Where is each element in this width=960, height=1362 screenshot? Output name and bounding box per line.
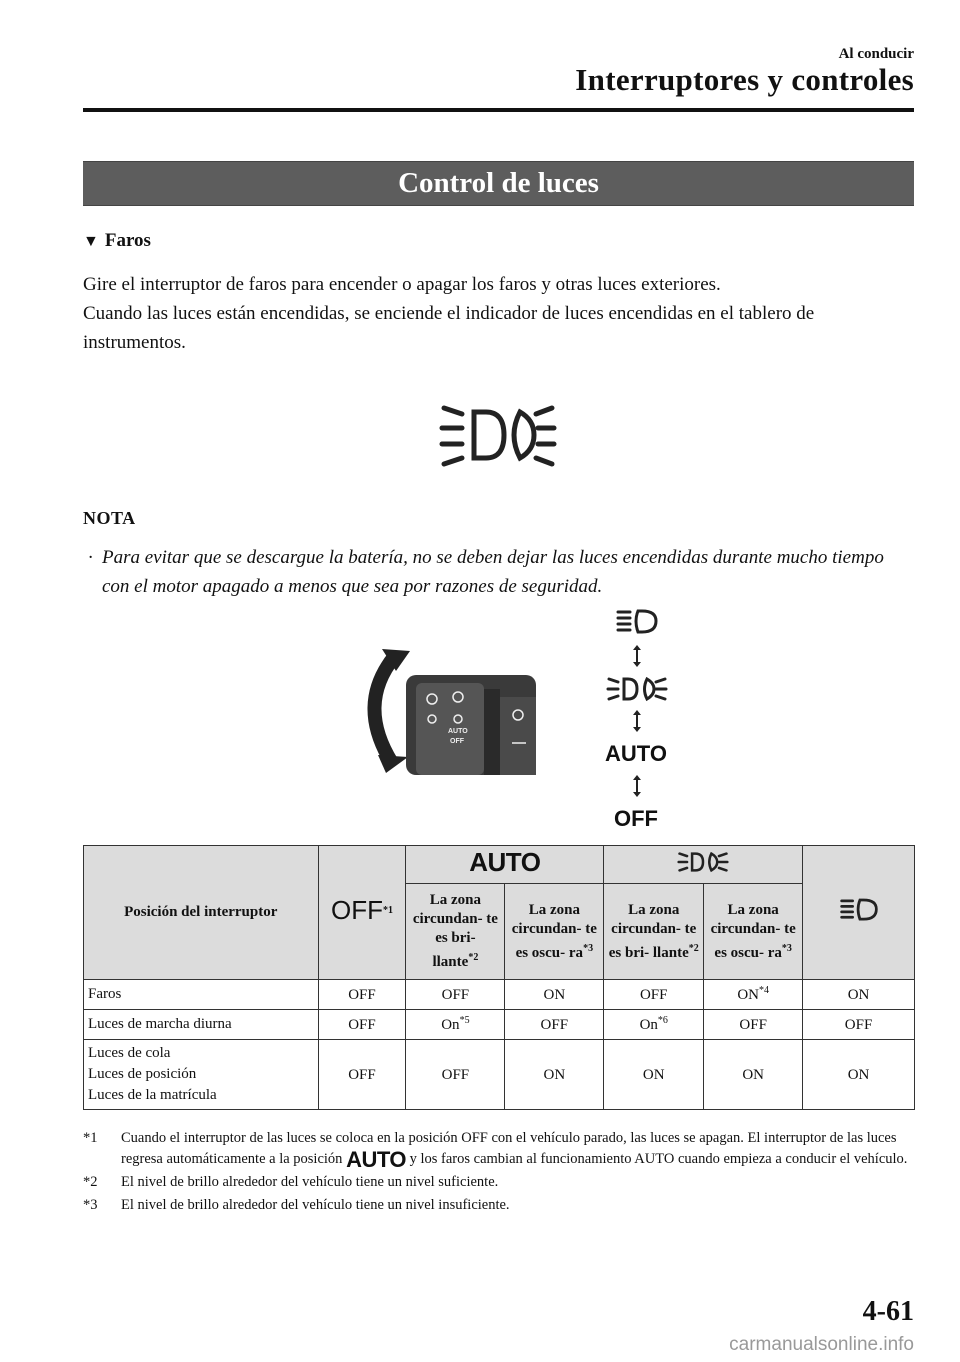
header-rule <box>83 108 914 112</box>
table-cell <box>505 1040 604 1110</box>
footnote-ref: *5 <box>459 1015 470 1026</box>
svg-text:AUTO: AUTO <box>448 728 468 735</box>
headlight-indicator-icon <box>438 400 558 470</box>
table-cell <box>505 980 604 1010</box>
high-beam-header <box>803 846 915 980</box>
footnote-text: y los faros cambian al funcionamiento AUTO cuando empieza a conducir el vehículo. <box>409 1151 908 1167</box>
cell-value: On <box>639 1017 658 1033</box>
note-text <box>88 543 908 601</box>
table-cell <box>803 1010 915 1040</box>
svg-text:OFF: OFF <box>450 738 464 745</box>
table-row <box>84 1040 915 1110</box>
footnote-key: *3 <box>83 1197 98 1214</box>
footnote <box>83 1195 915 1216</box>
footnote-text: El nivel de brillo alrededor del vehículo tiene un nivel suficiente. <box>121 1174 499 1191</box>
subheading <box>83 230 151 252</box>
light-switch-lever-image <box>364 645 536 775</box>
table-cell <box>318 980 406 1010</box>
subheader-text: La zona circundan- te es oscu- ra <box>511 901 597 961</box>
cell-value: OFF <box>540 1017 569 1033</box>
footnote <box>83 1128 915 1173</box>
table-cell <box>704 1040 803 1110</box>
headlight-icon <box>677 850 729 874</box>
subheader-text: La zona circundan- te es oscu- ra <box>710 901 796 961</box>
cell-value: On <box>441 1017 460 1033</box>
table-cell <box>604 980 704 1010</box>
watermark: carmanualsonline.info <box>729 1334 914 1355</box>
table-cell <box>318 1040 406 1110</box>
body-paragraph: Gire el interruptor de faros para encender o apagar los faros y otras luces exteriores. <box>83 274 721 295</box>
table-row <box>84 1010 915 1040</box>
body-text <box>83 270 913 357</box>
off-header <box>318 846 406 980</box>
table-cell <box>318 1010 406 1040</box>
light-function-table <box>83 845 915 1110</box>
cell-value: ON <box>847 987 870 1003</box>
table-row <box>84 980 915 1010</box>
table-cell <box>704 1010 803 1040</box>
double-arrow-icon <box>630 710 644 732</box>
subheader-text: La zona circundan- te es bri- llante <box>608 901 697 961</box>
double-arrow-icon <box>630 775 644 797</box>
footnote-text: Cuando el interruptor de las luces se coloca en la posición OFF con el vehículo parado, las luces se apagan. El interruptor de las luces regresa automáticamente a la posición <box>121 1130 897 1167</box>
row-label: Luces de cola Luces de posición Luces de la matrícula <box>84 1040 319 1110</box>
auto-header-label: AUTO <box>469 846 541 877</box>
footnote-key: *2 <box>83 1174 98 1191</box>
table-cell <box>406 1040 505 1110</box>
headlight-header <box>604 846 803 884</box>
cell-value: OFF <box>639 987 668 1003</box>
double-arrow-icon <box>630 645 644 667</box>
auto-header <box>406 846 604 884</box>
cell-value: OFF <box>844 1017 873 1033</box>
headlight-icon <box>606 675 668 703</box>
switch-position-off: OFF <box>614 806 658 831</box>
table-cell <box>505 1010 604 1040</box>
page-title: Interruptores y controles <box>575 62 914 97</box>
auto-inline-label: AUTO <box>346 1147 406 1173</box>
page-number: 4-61 <box>862 1296 914 1327</box>
table-cell <box>803 980 915 1010</box>
table-cell <box>406 1010 505 1040</box>
note-bullet-text: Para evitar que se descargue la batería, no se deben dejar las luces encendidas durante mucho tiempo con el motor apagado a menos que sea por razones de seguridad. <box>102 547 884 597</box>
subheading-text: Faros <box>104 230 151 251</box>
table-cell <box>604 1010 704 1040</box>
cell-value: OFF <box>441 1067 470 1083</box>
row-label: Faros <box>84 980 319 1010</box>
cell-value: OFF <box>739 1017 767 1033</box>
triangle-down-icon: ▼ <box>83 233 99 250</box>
switch-position-auto: AUTO <box>605 741 667 766</box>
cell-value: OFF <box>348 987 376 1003</box>
footnotes <box>83 1128 915 1218</box>
footnote-ref: *3 <box>583 942 594 954</box>
high-beam-icon <box>614 607 660 637</box>
footnote-ref: *2 <box>468 952 479 963</box>
cell-value: ON <box>543 987 566 1003</box>
footnote-text: El nivel de brillo alrededor del vehículo tiene un nivel insuficiente. <box>121 1197 510 1214</box>
note-title: NOTA <box>83 508 136 528</box>
footnote <box>83 1172 915 1193</box>
subheader-text: La zona circundan- te es bri- llante <box>412 892 498 970</box>
footnote-key: *1 <box>83 1130 98 1146</box>
cell-value: OFF <box>348 1067 376 1083</box>
section-banner: Control de luces <box>83 161 914 206</box>
row-label: Luces de marcha diurna <box>84 1010 319 1040</box>
cell-value: OFF <box>441 987 470 1003</box>
subheader-cell <box>704 884 803 980</box>
position-header: Posición del interruptor <box>84 846 319 980</box>
footnote-ref: *3 <box>781 942 792 954</box>
table-cell <box>704 980 803 1010</box>
footnote-ref: *4 <box>759 985 769 996</box>
cell-value: ON <box>737 987 759 1003</box>
bullet-icon: · <box>88 547 93 568</box>
footnote-ref: *6 <box>657 1015 668 1026</box>
cell-value: ON <box>742 1067 764 1083</box>
table-cell <box>803 1040 915 1110</box>
footnote-ref: *2 <box>688 942 699 954</box>
high-beam-icon <box>838 896 880 924</box>
section-label: Al conducir <box>838 46 914 62</box>
footnote-ref: *1 <box>382 904 393 916</box>
table-cell <box>604 1040 704 1110</box>
off-header-label: OFF <box>330 894 383 925</box>
cell-value: ON <box>642 1067 665 1083</box>
subheader-cell <box>406 884 505 980</box>
subheader-cell <box>604 884 704 980</box>
cell-value: ON <box>847 1067 870 1083</box>
cell-value: ON <box>543 1067 566 1083</box>
subheader-cell <box>505 884 604 980</box>
table-cell <box>406 980 505 1010</box>
body-paragraph: Cuando las luces están encendidas, se enciende el indicador de luces encendidas en el tablero de instrumentos. <box>83 303 815 353</box>
cell-value: OFF <box>348 1017 376 1033</box>
